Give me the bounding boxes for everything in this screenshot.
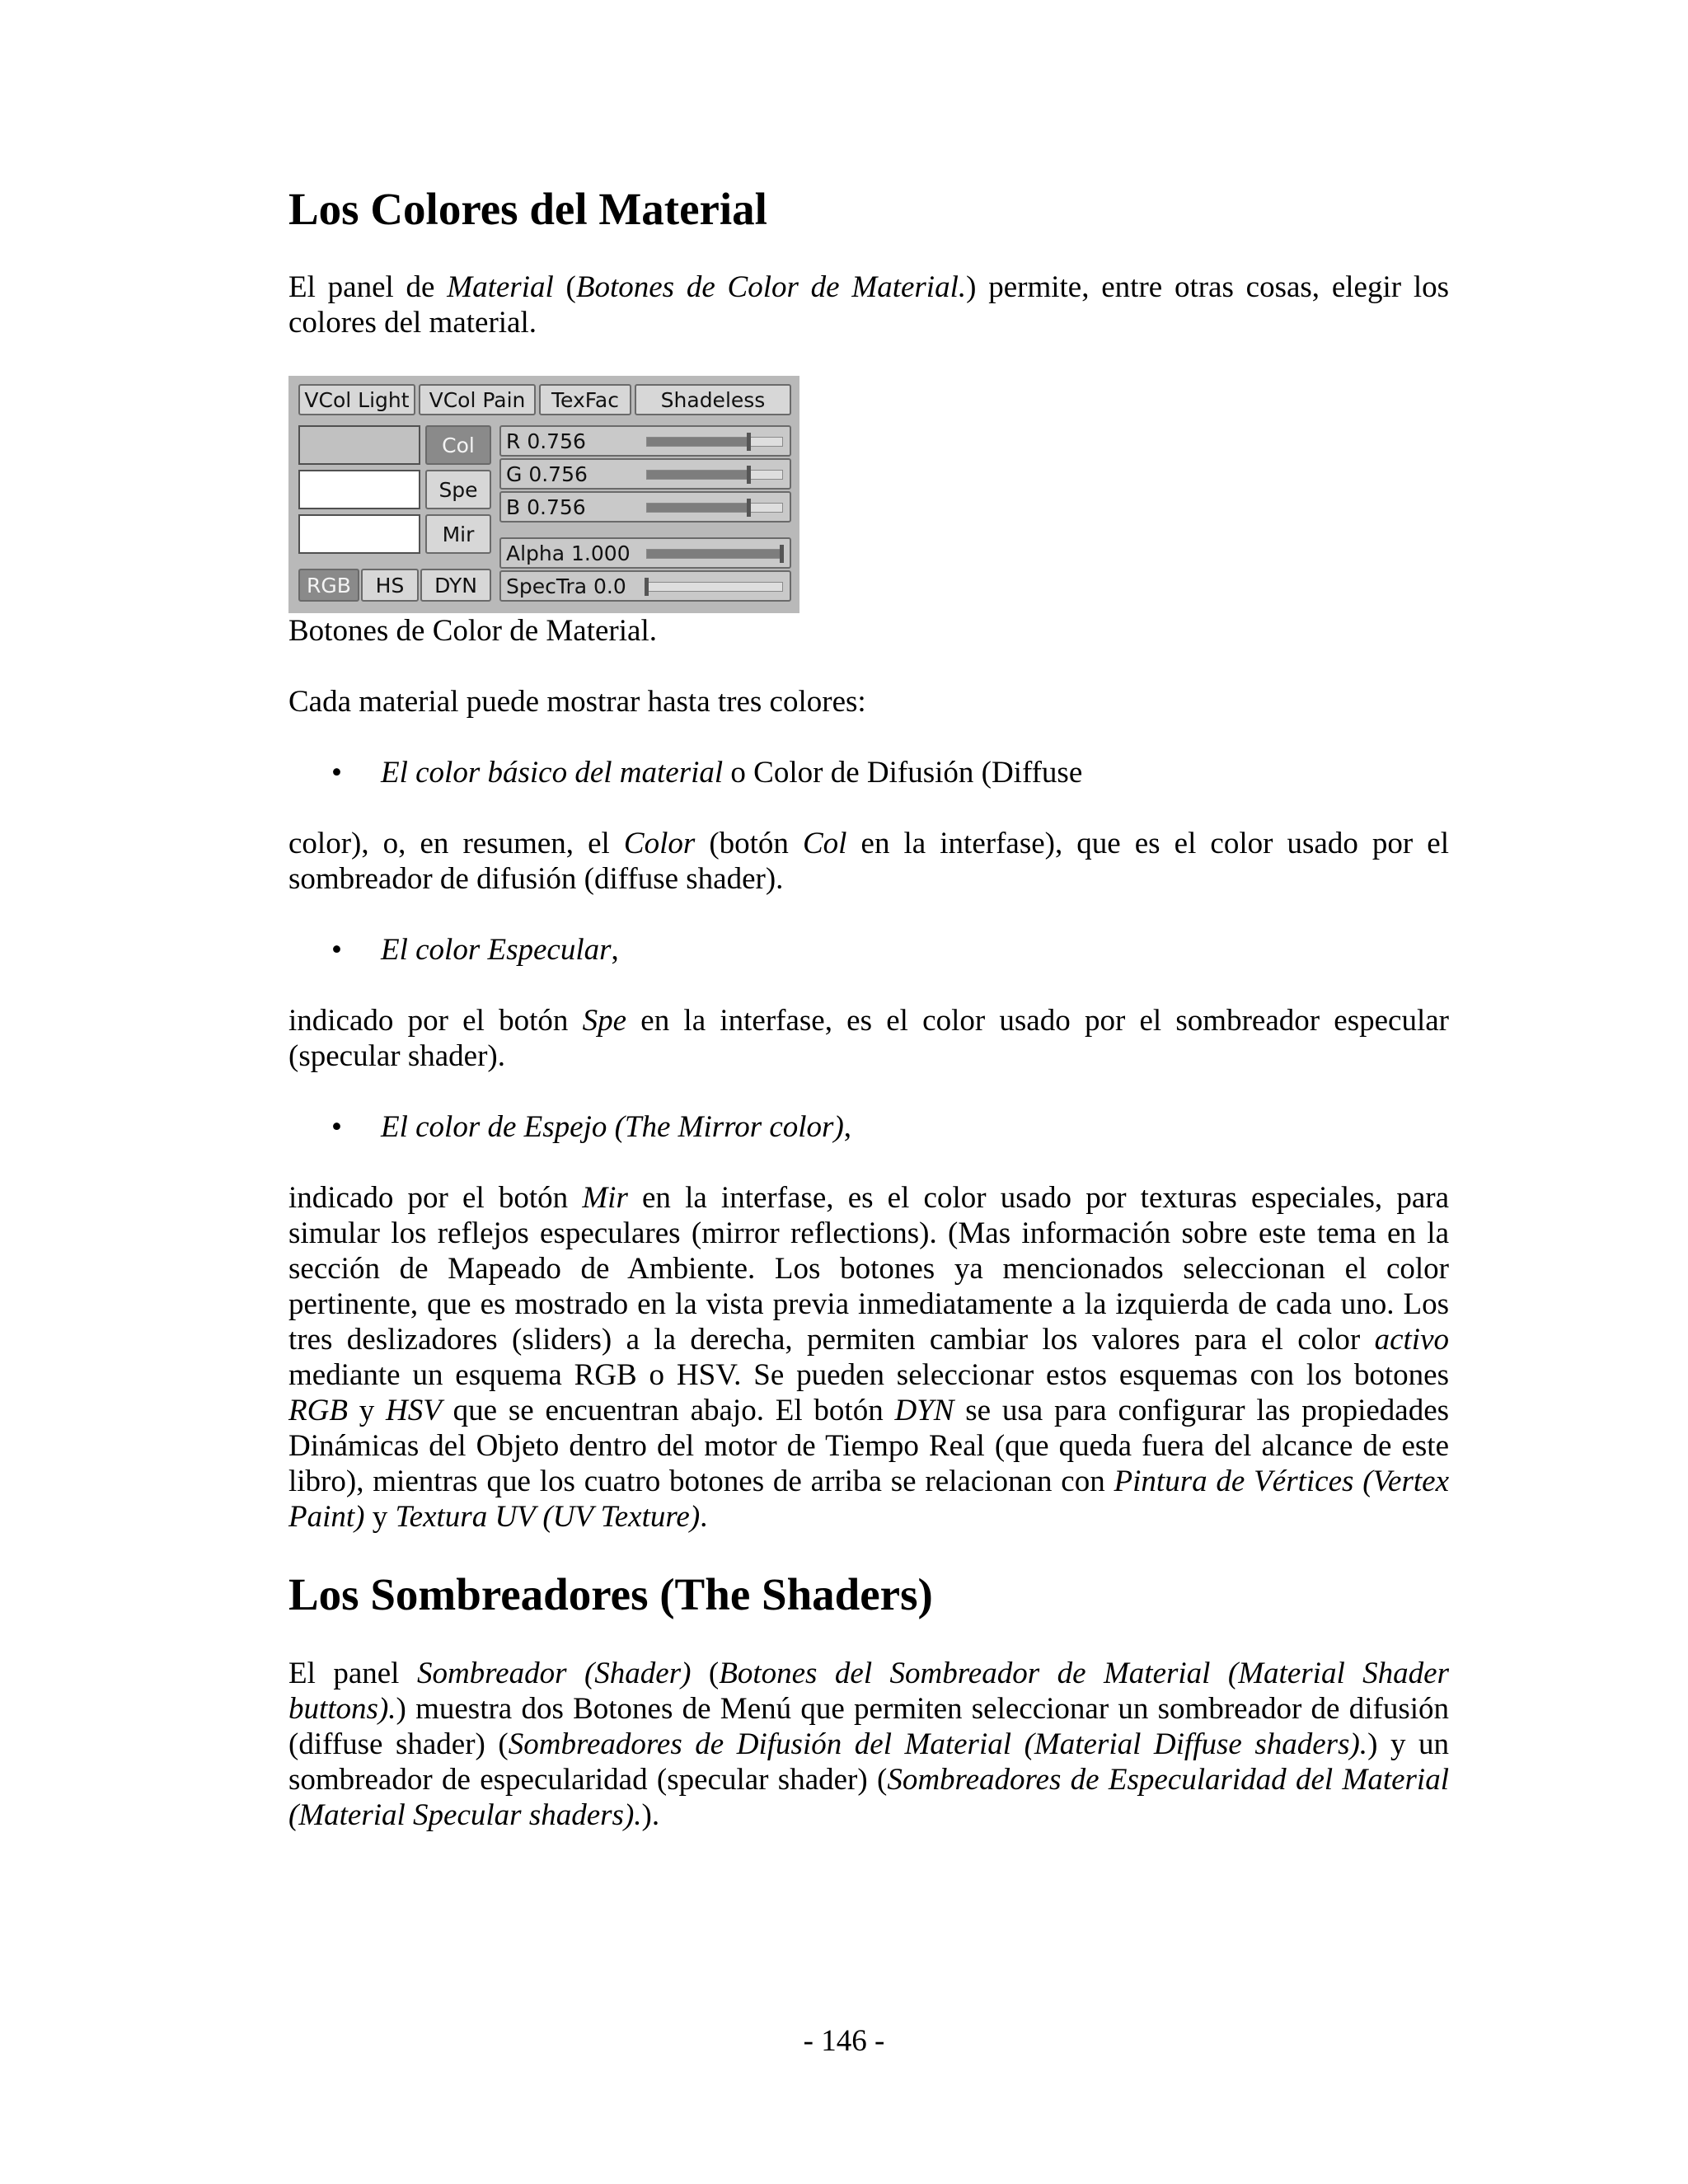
col-button[interactable]: Col xyxy=(425,425,491,465)
bullet-dot: • xyxy=(331,933,342,967)
g-slider[interactable] xyxy=(499,458,791,490)
spectra-slider[interactable] xyxy=(499,570,791,602)
alpha-slider-knob[interactable] xyxy=(780,545,784,563)
g-slider-label: G 0.756 xyxy=(506,462,588,486)
paragraph-mirror: indicado por el botón Mir en la interfase, es el color usado por texturas especiales, para simular los reflejos especulares (mirror reflections). (Mas información sobre este tema en la sección de Mapeado de Ambiente. Los botones ya mencionados seleccionan el color pertinente, que es mostrado en la vista previa inmediatamente a la izquierda de cada uno. Los tres deslizadores (sliders) a la derecha, permiten cambiar los valores para el color activo mediante un esquema RGB o HSV. Se pueden seleccionar estos esquemas con los botones RGB y HSV que se encuentran abajo. El botón DYN se usa para configurar las propiedades Dinámicas del Objeto dentro del motor de Tiempo Real (que queda fuera del alcance de este libro), mientras que los cuatro botones de arriba se relacionan con Pintura de Vértices (Vertex Paint) y Textura UV (UV Texture). xyxy=(288,1181,1450,1534)
r-slider-knob[interactable] xyxy=(747,433,751,451)
b-slider-knob[interactable] xyxy=(747,499,751,517)
alpha-slider-fill xyxy=(647,550,782,558)
intro-paragraph: El panel de Material (Botones de Color de Material.) permite, entre otras cosas, elegir los colores del material. xyxy=(288,270,1450,340)
vcol-paint-button[interactable]: VCol Pain xyxy=(419,384,536,415)
spectra-slider-label: SpecTra 0.0 xyxy=(506,574,626,598)
lead-sentence: Cada material puede mostrar hasta tres colores: xyxy=(288,685,866,719)
g-slider-track xyxy=(646,470,783,480)
section-heading-colores: Los Colores del Material xyxy=(288,184,767,234)
alpha-slider-label: Alpha 1.000 xyxy=(506,541,631,565)
dyn-button[interactable]: DYN xyxy=(420,569,491,602)
b-slider[interactable] xyxy=(499,491,791,523)
bullet-mirror-text: El color de Espejo (The Mirror color), xyxy=(381,1110,852,1144)
figure-caption: Botones de Color de Material. xyxy=(288,614,657,648)
hs-button[interactable]: HS xyxy=(361,569,419,602)
paragraph-shaders: El panel Sombreador (Shader) (Botones del Sombreador de Material (Material Shader buttons).) muestra dos Botones de Menú que permiten seleccionar un sombreador de difusión (diffuse shader) (Sombreadores de Difusión del Material (Material Diffuse shaders).) y un sombreador de especularidad (specular shader) (Sombreadores de Especularidad del Material (Material Specular shaders).). xyxy=(288,1657,1450,1832)
bullet-dot: • xyxy=(331,1110,342,1144)
shadeless-button[interactable]: Shadeless xyxy=(635,384,791,415)
bullet-dot: • xyxy=(331,756,342,790)
specular-color-swatch xyxy=(298,470,420,509)
mirror-color-swatch xyxy=(298,514,420,554)
material-color-panel xyxy=(288,376,799,613)
paragraph-diffuse: color), o, en resumen, el Color (botón Col en la interfase), que es el color usado por el sombreador de difusión (diffuse shader). xyxy=(288,827,1449,896)
alpha-slider[interactable] xyxy=(499,537,791,569)
diffuse-color-swatch xyxy=(298,425,420,465)
r-slider-track xyxy=(646,437,783,447)
g-slider-knob[interactable] xyxy=(747,466,751,484)
section-heading-sombreadores: Los Sombreadores (The Shaders) xyxy=(288,1569,933,1619)
page-number: - 146 - xyxy=(803,2024,885,2058)
mir-button[interactable]: Mir xyxy=(425,514,491,554)
vcol-light-button[interactable]: VCol Light xyxy=(298,384,415,415)
alpha-slider-track xyxy=(646,549,783,559)
bullet-specular-text: El color Especular, xyxy=(381,933,619,967)
r-slider-fill xyxy=(647,438,749,446)
texface-button[interactable]: TexFac xyxy=(539,384,631,415)
rgb-button[interactable]: RGB xyxy=(298,569,359,602)
bullet-diffuse-text: El color básico del material o Color de Difusión (Diffuse xyxy=(381,756,1083,790)
r-slider-label: R 0.756 xyxy=(506,429,586,453)
r-slider[interactable] xyxy=(499,425,791,457)
b-slider-track xyxy=(646,503,783,513)
paragraph-specular: indicado por el botón Spe en la interfase, es el color usado por el sombreador especular (specular shader). xyxy=(288,1004,1449,1073)
b-slider-label: B 0.756 xyxy=(506,494,586,519)
g-slider-fill xyxy=(647,471,749,479)
spectra-slider-knob[interactable] xyxy=(645,578,649,596)
spe-button[interactable]: Spe xyxy=(425,470,491,509)
spectra-slider-track xyxy=(646,582,783,592)
b-slider-fill xyxy=(647,504,749,512)
